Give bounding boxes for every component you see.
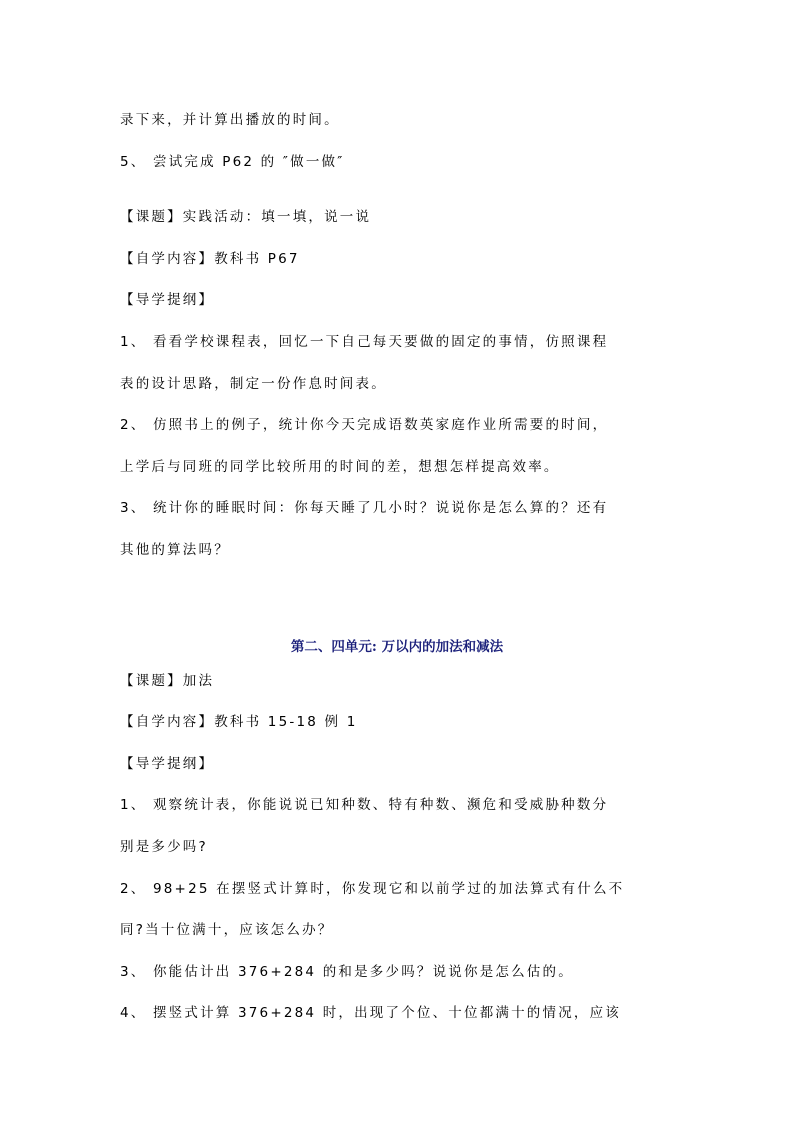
outline-label: 【导学提纲】 [120, 292, 215, 308]
text-line: 录下来，并计算出播放的时间。 [120, 112, 340, 128]
list-item-cont: 同?当十位满十，应该怎么办？ [120, 922, 334, 938]
list-item-cont: 别是多少吗? [120, 839, 208, 855]
list-item: 2、 仿照书上的例子，统计你今天完成语数英家庭作业所需要的时间， [120, 417, 609, 433]
list-item: 3、 你能估计出 376+284 的和是多少吗？说说你是怎么估的。 [120, 964, 574, 980]
unit-heading: 第二、四单元: 万以内的加法和减法 [290, 639, 504, 655]
list-item: 5、 尝试完成 P62 的 ″做一做″ [120, 154, 345, 170]
list-item: 2、 98+25 在摆竖式计算时，你发现它和以前学过的加法算式有什么不 [120, 881, 625, 897]
list-item: 1、 看看学校课程表，回忆一下自己每天要做的固定的事情，仿照课程 [120, 334, 609, 350]
topic-label: 【课题】加法 [120, 673, 215, 689]
outline-label: 【导学提纲】 [120, 756, 215, 772]
list-item-cont: 其他的算法吗？ [120, 542, 230, 558]
self-study-label: 【自学内容】教科书 15-18 例 1 [120, 714, 358, 730]
list-item: 1、 观察统计表，你能说说已知种数、特有种数、濒危和受威胁种数分 [120, 797, 609, 813]
list-item: 4、 摆竖式计算 376+284 时，出现了个位、十位都满十的情况，应该 [120, 1005, 622, 1021]
self-study-label: 【自学内容】教科书 P67 [120, 251, 300, 267]
list-item: 3、 统计你的睡眠时间：你每天睡了几小时？说说你是怎么算的？还有 [120, 500, 609, 516]
list-item-cont: 表的设计思路，制定一份作息时间表。 [120, 376, 387, 392]
list-item-cont: 上学后与同班的同学比较所用的时间的差，想想怎样提高效率。 [120, 459, 560, 475]
topic-label: 【课题】实践活动：填一填，说一说 [120, 209, 372, 225]
